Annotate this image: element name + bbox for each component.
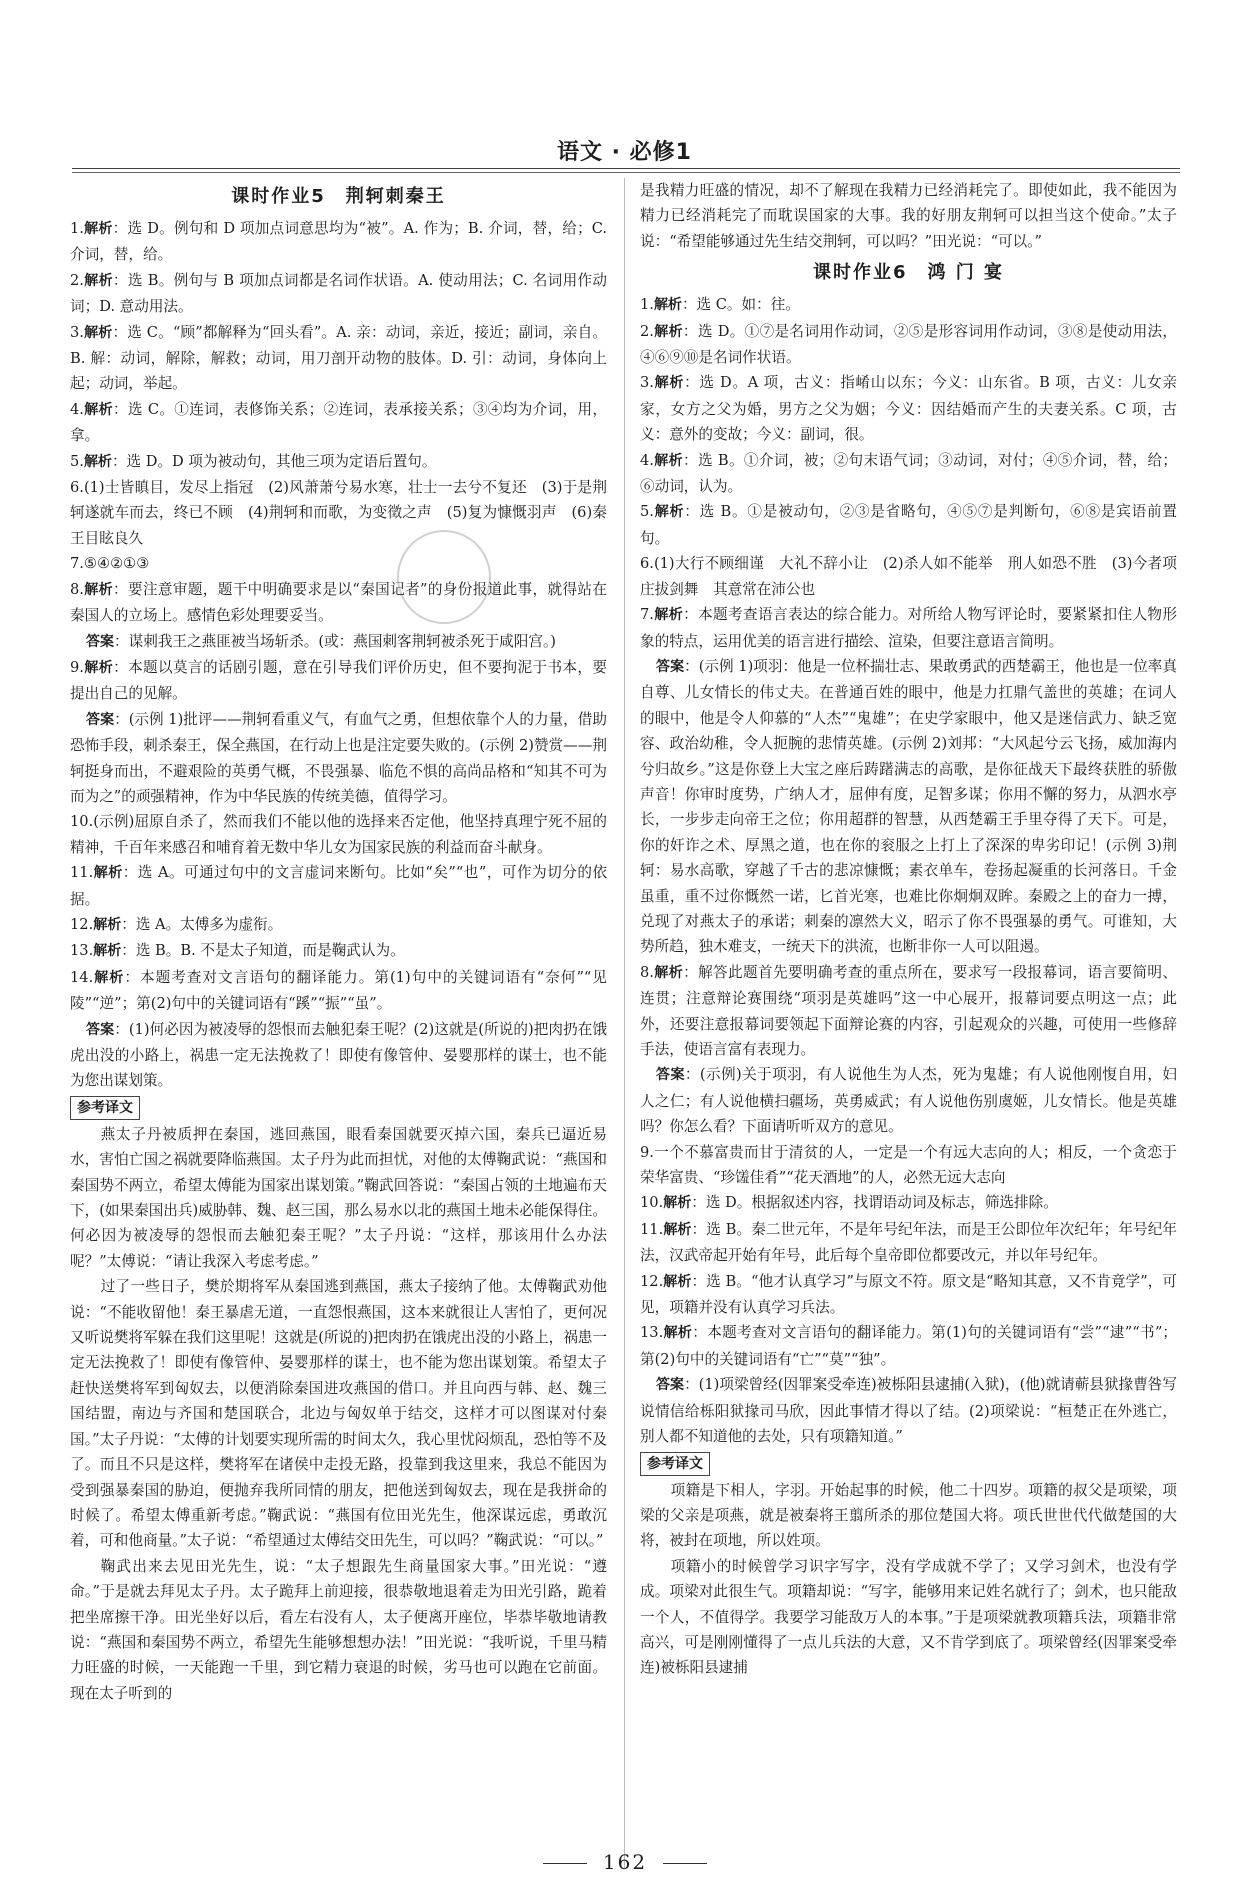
item-text: ：选 D。D 项为被动句，其他三项为定语后置句。: [111, 452, 437, 470]
item-keyword: 答案: [86, 1021, 115, 1038]
item-keyword: 解析: [93, 865, 123, 882]
item-keyword: 答案: [86, 633, 115, 650]
answer-item: [640, 1217, 1177, 1269]
answer-item: [70, 475, 607, 551]
header-title: 语文 · 必修1: [557, 140, 692, 165]
answer-item: [70, 216, 607, 268]
item-keyword: 解析: [653, 375, 685, 392]
item-text: ：选 B。①介词，被；②句末语气词；③动词，对付；④⑤介词，替，给；⑥动词，认为。: [640, 451, 1177, 496]
item-text: ：选 B。“他才认真学习”与原文不符。原文是“略知其意，又不肯竟学”，可见，项籍并没有认真学习兵法。: [640, 1272, 1177, 1317]
item-text: ：谋刺我王之燕匪被当场斩杀。(或：燕国刺客荆轲被杀死于咸阳宫。): [114, 632, 556, 650]
item-text: ：选 B。例句与 B 项加点词都是名词作状语。A. 使动用法；C. 名词用作动词；D. 意动用法。: [70, 271, 608, 316]
ref-label-box: [640, 1450, 1177, 1478]
item-keyword: 解析: [83, 272, 113, 289]
item-number: 4.: [70, 400, 84, 418]
answer-item: [640, 960, 1177, 1063]
item-keyword: 解析: [83, 659, 114, 676]
answer-item: [640, 370, 1177, 447]
translation-paragraph: 项籍小的时候曾学习识字写字，没有学成就不学了；又学习剑术，也没有学成。项梁对此很生气。项籍却说：“写字，能够用来记姓名就行了；剑术，也只能敌一个人，不值得学。我要学习能敌万人的本事。”于是项梁就教项籍兵法，项籍非常高兴，可是刚刚懂得了一点儿兵法的大意，又不肯学到底了。项梁曾经(因罪案受牵连)被栎阳县逮捕: [640, 1557, 1177, 1677]
column-divider: [624, 178, 625, 1868]
item-keyword: 解析: [93, 943, 122, 960]
item-keyword: 解析: [663, 1221, 692, 1238]
item-keyword: 解析: [83, 453, 112, 470]
answer-item: [640, 602, 1177, 654]
item-text: ：(1)项梁曾经(因罪案受牵连)被栎阳县逮捕(入狱)，(他)就请蕲县狱掾曹咎写说情信给栎阳狱掾司马欣，因此事情才得以了结。(2)项梁说：“桓楚正在外逃亡，别人都不知道他的去处，只有项籍知道。”: [640, 1376, 1177, 1446]
translation-paragraph: 过了一些日子，樊於期将军从秦国逃到燕国，燕太子接纳了他。太傅鞠武劝他说：“不能收留他！秦王暴虐无道，一直怨恨燕国，这本来就很让人害怕了，更何况又听说樊将军躲在我们这里呢！这就是(所说的)把肉扔在饿虎出没的小路上，祸患一定无法挽救了！即使有像管仲、晏婴那样的谋士，也不能为您出谋划策。希望太子赶快送樊将军到匈奴去，以便消除秦国进攻燕国的借口。并且向西与韩、赵、魏三国结盟，南边与齐国和楚国联合，北边与匈奴单于结交，这样才可以图谋对付秦国。”太子丹说：“太傅的计划要实现所需的时间太久，我心里忧闷烦乱，恐怕等不及了。而且不只是这样，樊将军在诸侯中走投无路，投靠到我这里来，我总不能因为受到强暴秦国的胁迫，便抛弃我所同情的朋友，把他送到匈奴去，现在是我拼命的时候了。希望太傅重新考虑。”鞠武说：“燕国有位田光先生，他深谋远虑，勇敢沉着，可和他商量。”太子说：“希望通过太傅结交田先生，可以吗？”鞠武说：“可以。”: [70, 1278, 607, 1550]
item-number: 1.: [640, 296, 654, 314]
item-number: 13.: [70, 942, 94, 960]
answer-item: [70, 551, 607, 576]
answer-item: [70, 449, 607, 475]
answer-item: [640, 551, 1177, 602]
item-text: ：选 B。①是被动句，②③是省略句，④⑤⑦是判断句，⑥⑧是宾语前置句。: [640, 503, 1177, 547]
answer-item: [70, 912, 607, 938]
translation-paragraph: 项籍是下相人，字羽。开始起事的时候，他二十四岁。项籍的叔父是项梁，项梁的父亲是项燕，就是被秦将王翦所杀的那位楚国大将。项氏世世代代做楚国的大将，被封在项地，所以姓项。: [640, 1481, 1177, 1550]
item-text: ：本题考查对文言语句的翻译能力。第(1)句的关键词语有“尝”“逮”“书”；第(2)句中的关键词语有“亡”“莫”“独”。: [640, 1324, 1178, 1368]
item-keyword: 答案: [656, 658, 685, 675]
ref-label: 参考译文: [70, 1096, 140, 1120]
item-text: ：选 D。①⑦是名词用作动词，②⑤是形容词用作动词，③⑧是使动用法，④⑥⑨⑩是名词作状语。: [640, 322, 1178, 367]
ref-label: 参考译文: [640, 1452, 710, 1476]
left-column: [70, 178, 607, 1706]
item-number: 14.: [70, 968, 94, 986]
translation-paragraph: 鞠武出来去见田光先生，说：“太子想跟先生商量国家大事。”田光说：“遵命。”于是就去拜见太子丹。太子跪拜上前迎接，很恭敬地退着走为田光引路，跪着把坐席擦干净。田光坐好以后，看左右没有人，太子便离开座位，毕恭毕敬地请教说：“燕国和秦国势不两立，希望先生能够想想办法！”田光说：“我听说，千里马精力旺盛的时候，一天能跑一千里，到它精力衰退的时候，劣马也可以跑在它前面。现在太子听到的: [70, 1557, 607, 1702]
ref-label-box: [70, 1094, 607, 1122]
answer-item: [640, 319, 1177, 371]
item-text: ：本题考查对文言语句的翻译能力。第(1)句中的关键词语有“奈何”“见陵”“逆”；第(2)句中的关键词语有“蹊”“振”“虽”。: [70, 968, 608, 1013]
item-number: 8.: [640, 963, 654, 981]
answer-item: [640, 1140, 1177, 1191]
item-number: 6.: [640, 555, 654, 573]
answer-item: [70, 320, 607, 397]
item-keyword: 解析: [663, 1325, 693, 1342]
item-number: 2.: [70, 271, 84, 289]
item-text: ：选 A。可通过句中的文言虚词来断句。比如“矣”“也”，可作为切分的依据。: [70, 864, 608, 908]
item-text: ⑤④②①③: [83, 555, 150, 573]
answer-item: [70, 938, 607, 964]
item-keyword: 解析: [83, 581, 114, 598]
item-text: ：选 B。B. 不是太子知道，而是鞠武认为。: [121, 942, 405, 960]
item-number: 6.: [70, 479, 84, 497]
item-number: 12.: [640, 1272, 664, 1290]
item-keyword: 解析: [663, 1195, 692, 1212]
item-number: 5.: [640, 503, 654, 521]
answer-item: [70, 629, 607, 655]
header-rule: [72, 168, 1180, 173]
right-items: [640, 292, 1177, 1449]
page-number: 162: [602, 1850, 648, 1874]
page-footer: [0, 1850, 1250, 1874]
item-number: 9.: [70, 658, 84, 676]
answer-item: [640, 1269, 1177, 1321]
continuation-text: 是我精力旺盛的情况，却不了解现在我精力已经消耗完了。即使如此，我不能因为精力已经消耗完了而耽误国家的大事。我的好朋友荆轲可以担当这个使命。”太子说：“希望能够通过先生结交荆轲，可以吗？”田光说：“可以。”: [640, 182, 1177, 250]
answer-item: [640, 1372, 1177, 1449]
item-number: 1.: [70, 220, 84, 237]
item-number: 3.: [70, 323, 84, 341]
item-text: ：(示例 1)批评——荆轲看重义气，有血气之勇，但想依靠个人的力量，借助恐怖手段，刺杀秦王，保全燕国，在行动上也是注定要失败的。(示例 2)赞赏——荆轲挺身而出，不避艰险的英勇气概，不畏强暴、临危不惧的高尚品格和“知其不可为而为之”的顽强精神，作为中华民族的传统美德，值得学习。: [70, 710, 607, 805]
item-number: 7.: [640, 606, 654, 624]
item-keyword: 答案: [86, 711, 115, 728]
answer-item: [640, 1190, 1177, 1216]
item-keyword: 解析: [653, 452, 683, 469]
item-number: 10.: [70, 813, 94, 831]
item-text: ：本题考查语言表达的综合能力。对所给人物写评论时，要紧紧扣住人物形象的特点，运用优美的语言进行描绘、渲染，但要注意语言简明。: [640, 606, 1177, 650]
item-text: ：选 D。例句和 D 项加点词意思均为“被”。A. 作为；B. 介词，替，给；C. 介词，替，给。: [70, 220, 607, 264]
item-text: ：选 C。“顾”都解释为“回头看”。A. 亲：动词，亲近，接近；副词，亲自。B. 解：动词，解除，解救；动词，用刀剖开动物的肢体。D. 引：动词，身体向上起；动词，举起。: [70, 323, 608, 393]
item-text: ：选 C。①连词，表修饰关系；②连词，表承接关系；③④均为介词，用，拿。: [70, 400, 608, 445]
page-header: [72, 133, 1177, 169]
item-number: 2.: [640, 322, 654, 340]
item-text: ：选 C。如：往。: [681, 296, 800, 314]
item-keyword: 解析: [663, 1273, 692, 1290]
right-paragraphs: [640, 1478, 1177, 1681]
item-number: 5.: [70, 452, 84, 470]
left-items: [70, 216, 607, 1094]
item-text: ：解答此题首先要明确考查的重点所在，要求写一段报幕词，语言要简明、连贯；注意辩论赛围绕“项羽是英雄吗”这一中心展开，报幕词要点明这一点；此外，还要注意报幕词要领起下面辩论赛的内容，引起观众的兴趣，可使用一些修辞手法，使语言富有表现力。: [640, 963, 1177, 1058]
item-keyword: 解析: [653, 607, 684, 624]
item-text: ：要注意审题，题干中明确要求是以“秦国记者”的身份报道此事，就得站在秦国人的立场上。感情色彩处理要妥当。: [70, 580, 607, 625]
answer-item: [70, 965, 607, 1017]
item-keyword: 解析: [93, 916, 122, 933]
item-keyword: 答案: [656, 1377, 685, 1394]
item-text: ：本题以莫言的话剧引题，意在引导我们评价历史，但不要拘泥于书本，要提出自己的见解。: [70, 658, 607, 703]
item-keyword: 解析: [653, 504, 685, 521]
item-text: (1)士皆瞋目，发尽上指冠 (2)风萧萧兮易水寒，壮士一去兮不复还 (3)于是荆轲遂就车而去，终已不顾 (4)荆轲和而歌，为变徵之声 (5)复为慷慨羽声 (6)秦王目眩良久: [70, 479, 607, 547]
item-keyword: 解析: [83, 401, 113, 418]
item-text: (示例)屈原自杀了，然而我们不能以他的选择来否定他，他坚持真理宁死不屈的精神，千百年来感召和哺育着无数中华儿女为国家民族的利益而奋斗献身。: [70, 813, 607, 856]
section-title-6: 课时作业6 鸿 门 宴: [812, 262, 1005, 284]
answer-item: [70, 707, 607, 810]
footer-dash: [663, 1863, 707, 1864]
item-number: 11.: [640, 1220, 664, 1238]
answer-item: [640, 1062, 1177, 1139]
answer-item: [640, 654, 1177, 960]
answer-item: [640, 448, 1177, 500]
answer-item: [70, 268, 607, 320]
item-text: ：选 D。根据叙述内容，找谓语动词及标志，筛选排除。: [691, 1194, 1058, 1212]
answer-item: [70, 860, 607, 912]
item-keyword: 解析: [653, 323, 683, 340]
item-text: (1)大行不顾细谨 大礼不辞小让 (2)杀人如不能举 刑人如恐不胜 (3)今者项庄拔剑舞 其意常在沛公也: [640, 555, 1177, 598]
item-keyword: 解析: [83, 324, 113, 341]
answer-item: [70, 577, 607, 629]
item-number: 7.: [70, 555, 84, 573]
item-number: 3.: [640, 374, 654, 392]
answer-item: [70, 1017, 607, 1094]
answer-item: [70, 655, 607, 707]
item-number: 12.: [70, 915, 94, 933]
item-text: ：(示例 1)项羽：他是一位杯揣壮志、果敢勇武的西楚霸王，他也是一位率真自尊、儿女情长的伟丈夫。在普通百姓的眼中，他是力扛鼎气盖世的英雄；在词人的眼中，他是令人仰慕的“人杰”“鬼雄”；在史学家眼中，他又是迷信武力、缺乏宽容、政治幼稚，令人扼腕的悲情英雄。(示例 2)刘邦：“大风起兮云飞扬，威加海内兮归故乡。”这是你登上大宝之座后踌躇满志的高歌，是你征战天下最终获胜的骄傲声音！你审时度势，广纳人才，屈伸有度，足智多谋；你用不懈的努力，从泗水亭长，一步步走向帝王之位；你用超群的智慧，从西楚霸王手里夺得了天下。可是，你的奸诈之术、厚黑之道，也在你的衮服之上打上了深深的卑劣印记！(示例 3)荆轲：易水高歌，穿越了千古的悲凉慷慨；素衣单车，卷扬起凝重的长河落日。千金虽重，重不过你慨然一诺，匕首光寒，也难比你炯炯双眸。秦殿之上的奋力一搏，兑现了对燕太子的承诺；刺秦的凛然大义，昭示了你不畏强暴的勇气。可谁知，大势所趋，独木难支，一统天下的洪流，也断非你一人可以阻遏。: [640, 657, 1177, 956]
translation-paragraph: 燕太子丹被质押在秦国，逃回燕国，眼看秦国就要灭掉六国，秦兵已逼近易水，害怕亡国之祸就要降临燕国。太子丹为此而担忧，对他的太傅鞠武说：“燕国和秦国势不两立，希望太傅能为国家出谋划策。”鞠武回答说：“秦国占领的土地遍布天下，(如果秦国出兵)威胁韩、魏、赵三国，那么易水以北的燕国土地未必能保得住。何必因为被凌辱的怨恨而去触犯秦王呢？”太子丹说：“这样，那该用什么办法呢？”太傅说：“请让我深入考虑考虑。”: [70, 1125, 607, 1270]
answer-item: [640, 1320, 1177, 1372]
answer-item: [640, 499, 1177, 551]
item-number: 8.: [70, 580, 84, 598]
right-column: [640, 178, 1177, 1681]
item-text: ：(1)何必因为被凌辱的怨恨而去触犯秦王呢？(2)这就是(所说的)把肉扔在饿虎出没的小路上，祸患一定无法挽救了！即使有像管仲、晏婴那样的谋士，也不能为您出谋划策。: [70, 1020, 608, 1090]
item-number: 11.: [70, 864, 94, 882]
answer-item: [640, 292, 1177, 318]
item-keyword: 解析: [653, 297, 682, 314]
item-keyword: 解析: [653, 964, 684, 981]
item-text: ：选 A。太傅多为虚衔。: [121, 915, 283, 933]
item-text: ：选 D。A 项，古义：指崤山以东；今义：山东省。B 项，古义：儿女亲家，女方之父为婚，男方之父为姻；今义：因结婚而产生的夫妻关系。C 项，古义：意外的变故；今义：副词，很。: [640, 374, 1177, 444]
item-number: 9.: [640, 1143, 654, 1161]
footer-dash: [543, 1863, 587, 1864]
item-number: 4.: [640, 451, 654, 469]
item-keyword: 解析: [93, 969, 125, 986]
item-keyword: 答案: [656, 1067, 685, 1084]
item-text: 一个不慕富贵而甘于清贫的人，一定是一个有远大志向的人；相反，一个贪恋于荣华富贵、“珍馐佳肴”“花天酒地”的人，必然无远大志向: [640, 1143, 1177, 1187]
answer-item: [70, 809, 607, 860]
item-text: ：选 B。秦二世元年，不是年号纪年法，而是王公即位年次纪年；年号纪年法，汉武帝起开始有年号，此后每个皇帝即位都要改元，并以年号纪年。: [640, 1220, 1178, 1265]
left-paragraphs: [70, 1122, 607, 1706]
item-number: 13.: [640, 1324, 664, 1342]
answer-item: [70, 397, 607, 449]
item-keyword: 解析: [83, 221, 113, 237]
item-number: 10.: [640, 1194, 664, 1212]
item-text: ：(示例)关于项羽，有人说他生为人杰，死为鬼雄；有人说他刚愎自用，妇人之仁；有人说他横扫疆场，英勇威武；有人说他伤别虞姬，儿女情长。他是英雄吗？你怎么看？下面请听听双方的意见。: [640, 1066, 1178, 1136]
section-title-5: 课时作业5 荆轲刺秦王: [231, 186, 446, 207]
